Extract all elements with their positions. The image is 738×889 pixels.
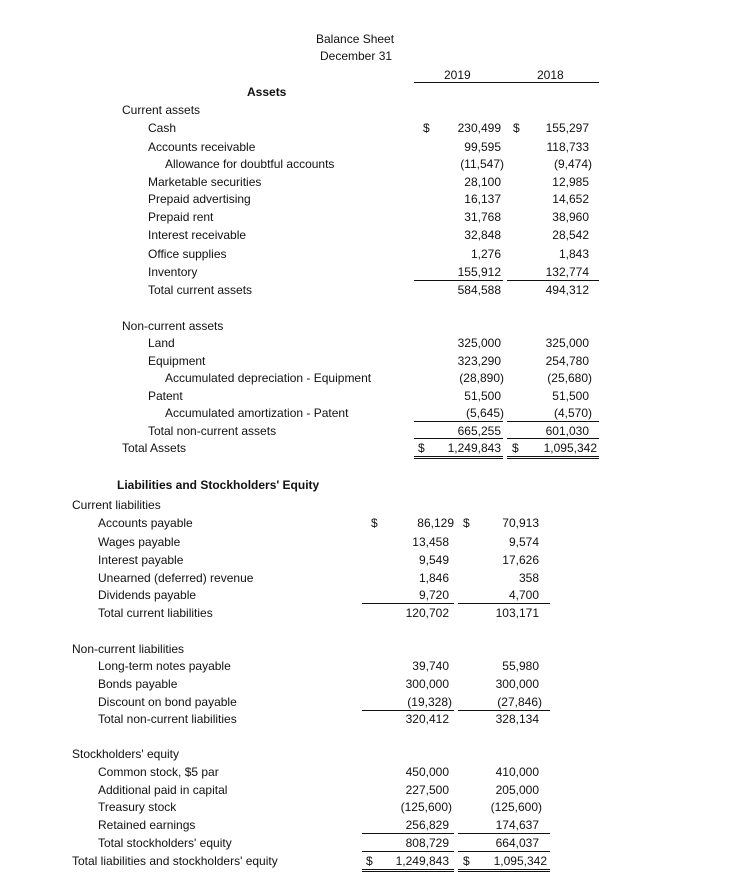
double-underline-2019	[414, 458, 503, 459]
row-label: Inventory	[148, 265, 198, 279]
value-2018: 601,030	[545, 424, 589, 438]
value-2019: 450,000	[405, 765, 449, 779]
value-2019: 808,729	[405, 836, 449, 850]
value-2018: 70,913	[502, 516, 539, 530]
row-label: Cash	[148, 121, 177, 135]
value-2018: 51,500	[552, 389, 589, 403]
total-liabilities-equity-label: Total liabilities and stockholders' equity	[72, 854, 278, 868]
value-2018: 174,637	[495, 818, 539, 832]
value-2019: 325,000	[457, 336, 501, 350]
value-2019: (11,547)	[460, 157, 504, 171]
total-assets-2019: 1,249,843	[447, 441, 501, 455]
value-2018: 410,000	[495, 765, 539, 779]
current-liabilities-label: Current liabilities	[72, 498, 161, 512]
value-2018: 1,843	[558, 247, 589, 261]
value-2018: 664,037	[495, 836, 539, 850]
value-2019: 32,848	[464, 228, 501, 242]
row-label: Total stockholders' equity	[98, 836, 232, 850]
value-2018: 14,652	[552, 192, 589, 206]
assets-heading: Assets	[247, 85, 287, 99]
year-2018-header: 2018	[537, 68, 564, 82]
value-2019: 39,740	[412, 659, 449, 673]
value-2018: 325,000	[545, 336, 589, 350]
row-label: Wages payable	[98, 535, 181, 549]
row-label: Total non-current liabilities	[98, 712, 237, 726]
row-label: Treasury stock	[98, 800, 177, 814]
row-label: Marketable securities	[148, 175, 262, 189]
subtotal-underline-2018	[507, 421, 599, 422]
value-2019: 86,129	[417, 516, 454, 530]
row-label: Total non-current assets	[148, 424, 277, 438]
double-underline-2018	[507, 458, 599, 459]
row-label: Total current liabilities	[98, 606, 213, 620]
noncurrent-liabilities-label: Non-current liabilities	[72, 642, 185, 656]
value-2018: 4,700	[508, 588, 539, 602]
total-liabilities-equity-2018: 1,095,342	[493, 854, 547, 868]
value-2019: 120,702	[405, 606, 449, 620]
total-assets-label: Total Assets	[122, 441, 187, 455]
sheet-date: December 31	[320, 49, 393, 63]
value-2018: (4,570)	[553, 406, 592, 420]
value-2018: 300,000	[495, 677, 539, 691]
currency-symbol: $	[418, 441, 425, 455]
value-2019: (19,328)	[407, 695, 452, 709]
value-2018: (27,846)	[497, 695, 542, 709]
row-label: Interest receivable	[148, 228, 247, 242]
value-2019: (125,600)	[400, 800, 452, 814]
sheet-title: Balance Sheet	[316, 32, 395, 46]
row-label: Discount on bond payable	[98, 695, 237, 709]
value-2018: 358	[518, 571, 539, 585]
total-top-line-2019	[362, 851, 454, 852]
value-2019: 13,458	[412, 535, 449, 549]
subtotal-underline-2018	[458, 710, 550, 711]
value-2018: 28,542	[552, 228, 589, 242]
row-label: Accounts receivable	[148, 140, 256, 154]
row-label: Accounts payable	[98, 516, 193, 530]
double-underline-2018	[458, 869, 550, 870]
row-label: Prepaid rent	[148, 210, 214, 224]
row-label: Additional paid in capital	[98, 783, 228, 797]
subtotal-underline-2019	[362, 603, 454, 604]
value-2018: (125,600)	[490, 800, 542, 814]
value-2019: 230,499	[457, 121, 501, 135]
currency-symbol: $	[512, 441, 519, 455]
currency-symbol: $	[423, 121, 430, 135]
row-label: Dividends payable	[98, 588, 197, 602]
row-label: Accumulated amortization - Patent	[165, 406, 349, 420]
row-label: Retained earnings	[98, 818, 196, 832]
row-label: Equipment	[148, 354, 206, 368]
value-2019: 99,595	[464, 140, 501, 154]
double-underline-2019	[362, 871, 454, 872]
subtotal-underline-2018	[507, 280, 599, 281]
value-2018: 132,774	[545, 265, 589, 279]
row-label: Bonds payable	[98, 677, 178, 691]
value-2019: 1,846	[418, 571, 449, 585]
liabilities-heading: Liabilities and Stockholders' Equity	[117, 478, 320, 492]
subtotal-underline-2019	[414, 421, 503, 422]
total-liabilities-equity-2019: 1,249,843	[395, 854, 449, 868]
value-2019: 1,276	[470, 247, 501, 261]
value-2018: 55,980	[502, 659, 539, 673]
row-label: Allowance for doubtful accounts	[165, 157, 335, 171]
row-label: Land	[148, 336, 175, 350]
value-2019: 584,588	[457, 283, 501, 297]
value-2019: 155,912	[457, 265, 501, 279]
value-2019: (5,645)	[465, 406, 504, 420]
value-2019: 665,255	[457, 424, 501, 438]
value-2018: 9,574	[508, 535, 539, 549]
header-underline	[414, 82, 599, 83]
row-label: Common stock, $5 par	[98, 765, 219, 779]
current-assets-label: Current assets	[122, 103, 201, 117]
currency-symbol: $	[513, 121, 520, 135]
row-label: Office supplies	[148, 247, 227, 261]
value-2018: 103,171	[495, 606, 539, 620]
value-2019: 300,000	[405, 677, 449, 691]
currency-symbol: $	[463, 854, 470, 868]
row-label: Accumulated depreciation - Equipment	[165, 371, 372, 385]
value-2019: (28,890)	[459, 371, 504, 385]
value-2019: 28,100	[464, 175, 501, 189]
value-2019: 9,720	[418, 588, 449, 602]
double-underline-2019	[362, 869, 454, 870]
value-2018: 254,780	[545, 354, 589, 368]
total-top-line-2018	[458, 851, 550, 852]
row-label: Patent	[148, 389, 183, 403]
value-2018: 118,733	[546, 140, 589, 154]
currency-symbol: $	[371, 516, 378, 530]
value-2018: (25,680)	[547, 371, 592, 385]
value-2019: 16,137	[464, 192, 501, 206]
currency-symbol: $	[366, 854, 373, 868]
value-2018: 12,985	[552, 175, 589, 189]
row-label: Prepaid advertising	[148, 192, 251, 206]
value-2019: 320,412	[405, 712, 449, 726]
value-2018: 328,134	[495, 712, 539, 726]
noncurrent-assets-label: Non-current assets	[122, 319, 224, 333]
subtotal-underline-2019	[362, 710, 454, 711]
value-2019: 227,500	[405, 783, 449, 797]
value-2019: 51,500	[464, 389, 501, 403]
value-2018: 494,312	[545, 283, 589, 297]
value-2019: 256,829	[405, 818, 449, 832]
value-2018: 155,297	[545, 121, 589, 135]
value-2019: 323,290	[457, 354, 501, 368]
row-label: Unearned (deferred) revenue	[98, 571, 254, 585]
double-underline-2018	[507, 456, 599, 457]
subtotal-underline-2019	[414, 280, 503, 281]
total-top-line-2019	[414, 438, 503, 439]
equity-label: Stockholders' equity	[72, 747, 180, 761]
year-2019-header: 2019	[444, 68, 471, 82]
currency-symbol: $	[463, 516, 470, 530]
value-2018: 17,626	[502, 553, 539, 567]
value-2019: 9,549	[418, 553, 449, 567]
row-label: Total current assets	[148, 283, 253, 297]
value-2019: 31,768	[464, 210, 501, 224]
subtotal-underline-2018	[458, 833, 550, 834]
subtotal-underline-2019	[362, 833, 454, 834]
row-label: Long-term notes payable	[98, 659, 231, 673]
value-2018: (9,474)	[553, 157, 592, 171]
value-2018: 205,000	[495, 783, 539, 797]
row-label: Interest payable	[98, 553, 184, 567]
double-underline-2018	[458, 871, 550, 872]
value-2018: 38,960	[552, 210, 589, 224]
total-top-line-2018	[507, 438, 599, 439]
subtotal-underline-2018	[458, 603, 550, 604]
total-assets-2018: 1,095,342	[543, 441, 597, 455]
double-underline-2019	[414, 456, 503, 457]
